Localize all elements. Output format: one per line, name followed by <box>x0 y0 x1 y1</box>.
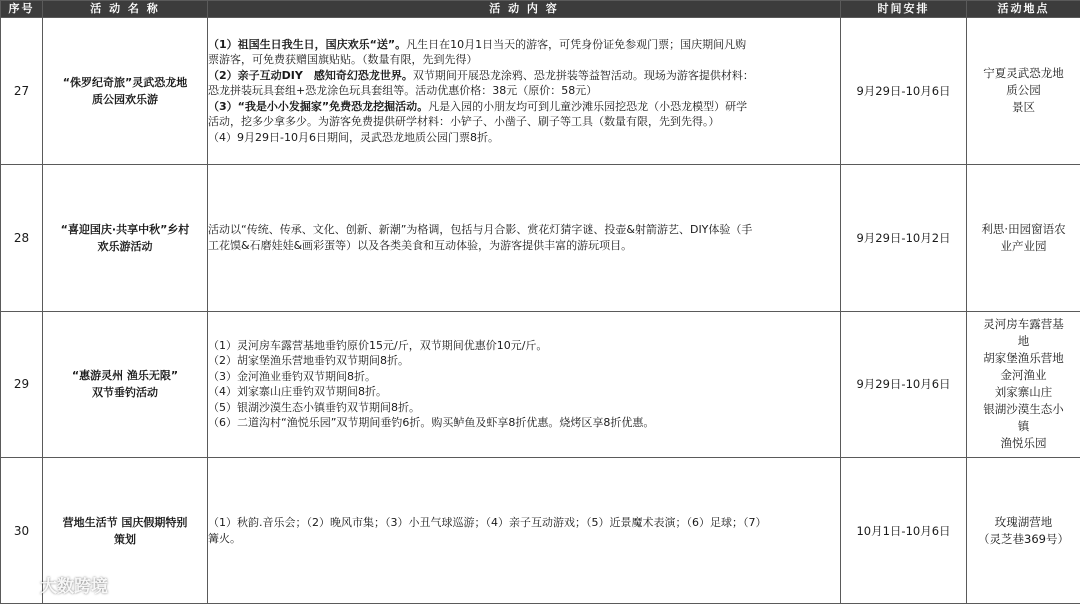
content-line <box>208 353 840 369</box>
content-line-text: （5）银湖沙漠生态小镇垂钓双节期间8折。 <box>208 400 420 414</box>
header-activity-location: 活动地点 <box>967 1 1080 18</box>
content-line-text: （4）9月29日-10月6日期间，灵武恐龙地质公园门票8折。 <box>208 130 499 144</box>
location-line: 灵河房车露营基 <box>983 317 1064 332</box>
activity-location <box>967 18 1080 165</box>
location-line: 地 <box>1017 334 1030 349</box>
location-line: （灵芝巷369号） <box>978 531 1069 546</box>
content-line <box>208 114 840 130</box>
content-line-text: （2）胡家堡渔乐营地垂钓双节期间8折。 <box>208 354 409 368</box>
location-line: 宁夏灵武恐龙地 <box>983 66 1064 81</box>
content-line <box>208 83 840 99</box>
location-line: 胡家堡渔乐营地 <box>983 351 1064 366</box>
activity-content <box>208 458 841 604</box>
content-line <box>208 384 840 400</box>
content-line-text: （3）金河渔业垂钓双节期间8折。 <box>208 369 376 383</box>
content-line-bold: （1）祖国生日我生日，国庆欢乐“送”。 <box>208 37 407 51</box>
table-row <box>1 311 1080 458</box>
table-row <box>1 164 1080 311</box>
time-schedule: 9月29日-10月2日 <box>841 164 967 311</box>
content-line <box>208 415 840 431</box>
activity-name <box>43 18 208 165</box>
activity-name-line: 欢乐游活动 <box>97 239 153 253</box>
content-line <box>208 531 840 547</box>
activity-name-line: 质公园欢乐游 <box>92 92 158 106</box>
location-line: 业产业园 <box>1000 238 1047 253</box>
location-line: 刘家寨山庄 <box>994 385 1053 400</box>
content-line-text: （1）灵河房车露营基地垂钓原价15元/斤，双节期间优惠价10元/斤。 <box>208 338 548 352</box>
content-line-text: （6）二道沟村“渔悦乐园”双节期间垂钓6折。购买鲈鱼及虾享8折优惠。烧烤区享8折优惠。 <box>208 416 655 430</box>
activity-name-line: 策划 <box>114 532 136 546</box>
row-number: 30 <box>1 458 43 604</box>
content-line <box>208 52 840 68</box>
content-line <box>208 68 840 84</box>
content-line-bold: （3）“我是小小发掘家”免费恐龙挖掘活动。 <box>208 99 429 113</box>
activity-name-line: 双节垂钓活动 <box>92 386 158 400</box>
content-line <box>208 515 840 531</box>
activity-name <box>43 164 208 311</box>
location-line: 景区 <box>1012 100 1035 115</box>
activity-name-line: “惠游灵州 渔乐无限” <box>71 369 179 383</box>
location-line: 银湖沙漠生态小 <box>983 402 1064 417</box>
content-line-text: 凡是入园的小朋友均可到儿童沙滩乐园挖恐龙（小恐龙模型）研学 <box>428 99 748 113</box>
row-number: 29 <box>1 311 43 458</box>
content-line-text: 工花馍&石磨娃娃&画彩蛋等）以及各类美食和互动体验，为游客提供丰富的游玩项目。 <box>208 238 633 252</box>
activity-name-line: “喜迎国庆·共享中秋”乡村 <box>60 222 190 236</box>
time-schedule: 9月29日-10月6日 <box>841 311 967 458</box>
content-line <box>208 338 840 354</box>
content-line-text: 双节期间开展恐龙涂鸦、恐龙拼装等益智活动。现场为游客提供材料： <box>412 68 754 82</box>
content-line-text: 活动，挖多少拿多少。为游客免费提供研学材料：小铲子、小凿子、刷子等工具（数量有限，先到先得。） <box>208 115 720 129</box>
content-line <box>208 130 840 146</box>
location-line: 质公园 <box>1006 83 1041 98</box>
time-schedule: 10月1日-10月6日 <box>841 458 967 604</box>
table-row <box>1 18 1080 165</box>
table-row <box>1 458 1080 604</box>
location-line: 渔悦乐园 <box>1000 436 1047 451</box>
content-line-text: 凡生日在10月1日当天的游客，可凭身份证免参观门票；国庆期间凡购 <box>406 37 747 51</box>
content-line-text: 篝火。 <box>208 531 241 545</box>
header-time-schedule: 时间安排 <box>841 1 967 18</box>
row-number: 27 <box>1 18 43 165</box>
activity-content <box>208 311 841 458</box>
activity-location <box>967 311 1080 458</box>
content-line <box>208 238 840 254</box>
activity-content <box>208 164 841 311</box>
content-line-text: 票游客，可免费获赠国旗贴贴。（数量有限，先到先得） <box>208 53 478 67</box>
table-header-row <box>1 1 1080 18</box>
location-line: 金河渔业 <box>1000 368 1047 383</box>
activity-location <box>967 164 1080 311</box>
activity-name <box>43 311 208 458</box>
header-activity-content: 活 动 内 容 <box>208 1 841 18</box>
content-line-text: （4）刘家寨山庄垂钓双节期间8折。 <box>208 385 387 399</box>
activity-name-line: 营地生活节 国庆假期特别 <box>62 515 188 529</box>
content-line <box>208 37 840 53</box>
time-schedule: 9月29日-10月6日 <box>841 18 967 165</box>
location-line: 利思·田园窗语农 <box>981 221 1066 236</box>
activity-content <box>208 18 841 165</box>
header-number: 序号 <box>1 1 43 18</box>
activity-name <box>43 458 208 604</box>
content-line <box>208 369 840 385</box>
location-line: 玫瑰湖营地 <box>994 514 1053 529</box>
activity-name-line: “侏罗纪奇旅”灵武恐龙地 <box>62 75 188 89</box>
header-activity-name: 活 动 名 称 <box>43 1 208 18</box>
activity-location <box>967 458 1080 604</box>
content-line <box>208 222 840 238</box>
content-line <box>208 400 840 416</box>
content-line-bold: （2）亲子互动DIY 感知奇幻恐龙世界。 <box>208 68 413 82</box>
content-line-text: 活动以“传统、传承、文化、创新、新潮”为格调，包括与月合影、赏花灯猜字谜、投壶&射箭游艺、DIY体验（手 <box>208 223 753 237</box>
watermark-text: 大数跨境 <box>40 577 108 597</box>
content-line-text: 恐龙拼装玩具套组+恐龙涂色玩具套组等。活动优惠价格：38元（原价：58元） <box>208 84 598 98</box>
location-line: 镇 <box>1017 419 1030 434</box>
content-line <box>208 99 840 115</box>
content-line-text: （1）秋韵.音乐会；（2）晚风市集；（3）小丑气球巡游；（4）亲子互动游戏；（5）近景魔术表演；（6）足球；（7） <box>208 516 767 530</box>
row-number: 28 <box>1 164 43 311</box>
